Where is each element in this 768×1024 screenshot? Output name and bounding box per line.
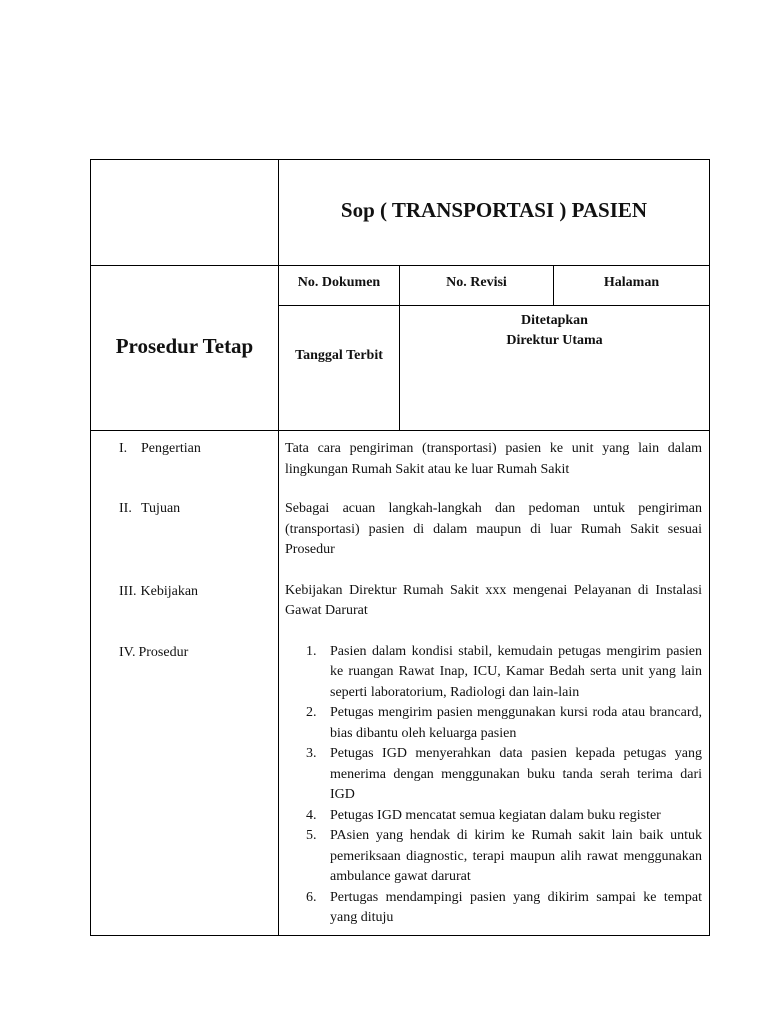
- sop-table: [90, 159, 710, 936]
- issue-date-label: Tanggal Terbit: [295, 348, 383, 363]
- list-item: 5. PAsien yang hendak di kirim ke Rumah sakit lain baik untuk pemeriksaan diagnostic, terapi maupun alih rawat menggunakan ambulance gawat darurat: [306, 828, 702, 884]
- pengertian-text: Tata cara pengiriman (transportasi) pasien ke unit yang lain dalam lingkungan Rumah Sakit atau ke luar Rumah Sakit: [285, 441, 702, 477]
- section-label-kebijakan: III. Kebijakan: [119, 584, 199, 599]
- list-item: 4. Petugas IGD mencatat semua kegiatan dalam buku register: [306, 807, 661, 823]
- approved-label: Ditetapkan: [521, 313, 588, 328]
- list-item: 1. Pasien dalam kondisi stabil, kemudain petugas mengirim pasien ke ruangan Rawat Inap, ICU, Kamar Bedah serta unit yang lain seperti laboratorium, Radiologi dan lain-lain: [306, 643, 702, 700]
- document-title: Sop ( TRANSPORTASI ) PASIEN: [340, 198, 648, 222]
- approved-by: Direktur Utama: [506, 333, 603, 348]
- title-cell: [279, 160, 710, 266]
- tujuan-text: Sebagai acuan langkah-langkah dan pedoman untuk pengiriman (transportasi) pasien di dalam maupun di luar Rumah Sakit sesuai Prosedur: [285, 501, 702, 557]
- section-content-cell: [279, 431, 710, 936]
- approved-cell: [400, 306, 710, 431]
- kebijakan-text: Kebijakan Direktur Rumah Sakit xxx mengenai Pelayanan di Instalasi Gawat Darurat: [285, 582, 702, 618]
- procedure-cell: [91, 266, 279, 431]
- document-no-label: No. Dokumen: [297, 275, 381, 290]
- list-item: 2. Petugas mengirim pasien menggunakan kursi roda atau brancard, bias dibantu oleh keluarga pasien: [306, 705, 702, 741]
- section-label-tujuan: II. Tujuan: [119, 501, 181, 516]
- logo-cell: [91, 160, 279, 266]
- section-label-prosedur: IV. Prosedur: [119, 645, 189, 660]
- page-cell: [554, 266, 710, 306]
- issue-date-cell: [279, 306, 400, 431]
- procedure-label: Prosedur Tetap: [115, 333, 254, 358]
- revision-no-label: No. Revisi: [446, 275, 507, 290]
- section-labels-cell: [91, 431, 279, 936]
- list-item: 3. Petugas IGD menyerahkan data pasien kepada petugas yang menerima dengan menggunakan buku tanda serah terima dari IGD: [306, 746, 702, 802]
- revision-no-cell: [400, 266, 554, 306]
- page-label: Halaman: [603, 275, 660, 290]
- document-no-cell: [279, 266, 400, 306]
- section-label-pengertian: I. Pengertian: [119, 441, 201, 456]
- procedure-steps: [285, 642, 702, 929]
- list-item: 6. Pertugas mendampingi pasien yang dikirim sampai ke tempat yang dituju: [306, 889, 702, 925]
